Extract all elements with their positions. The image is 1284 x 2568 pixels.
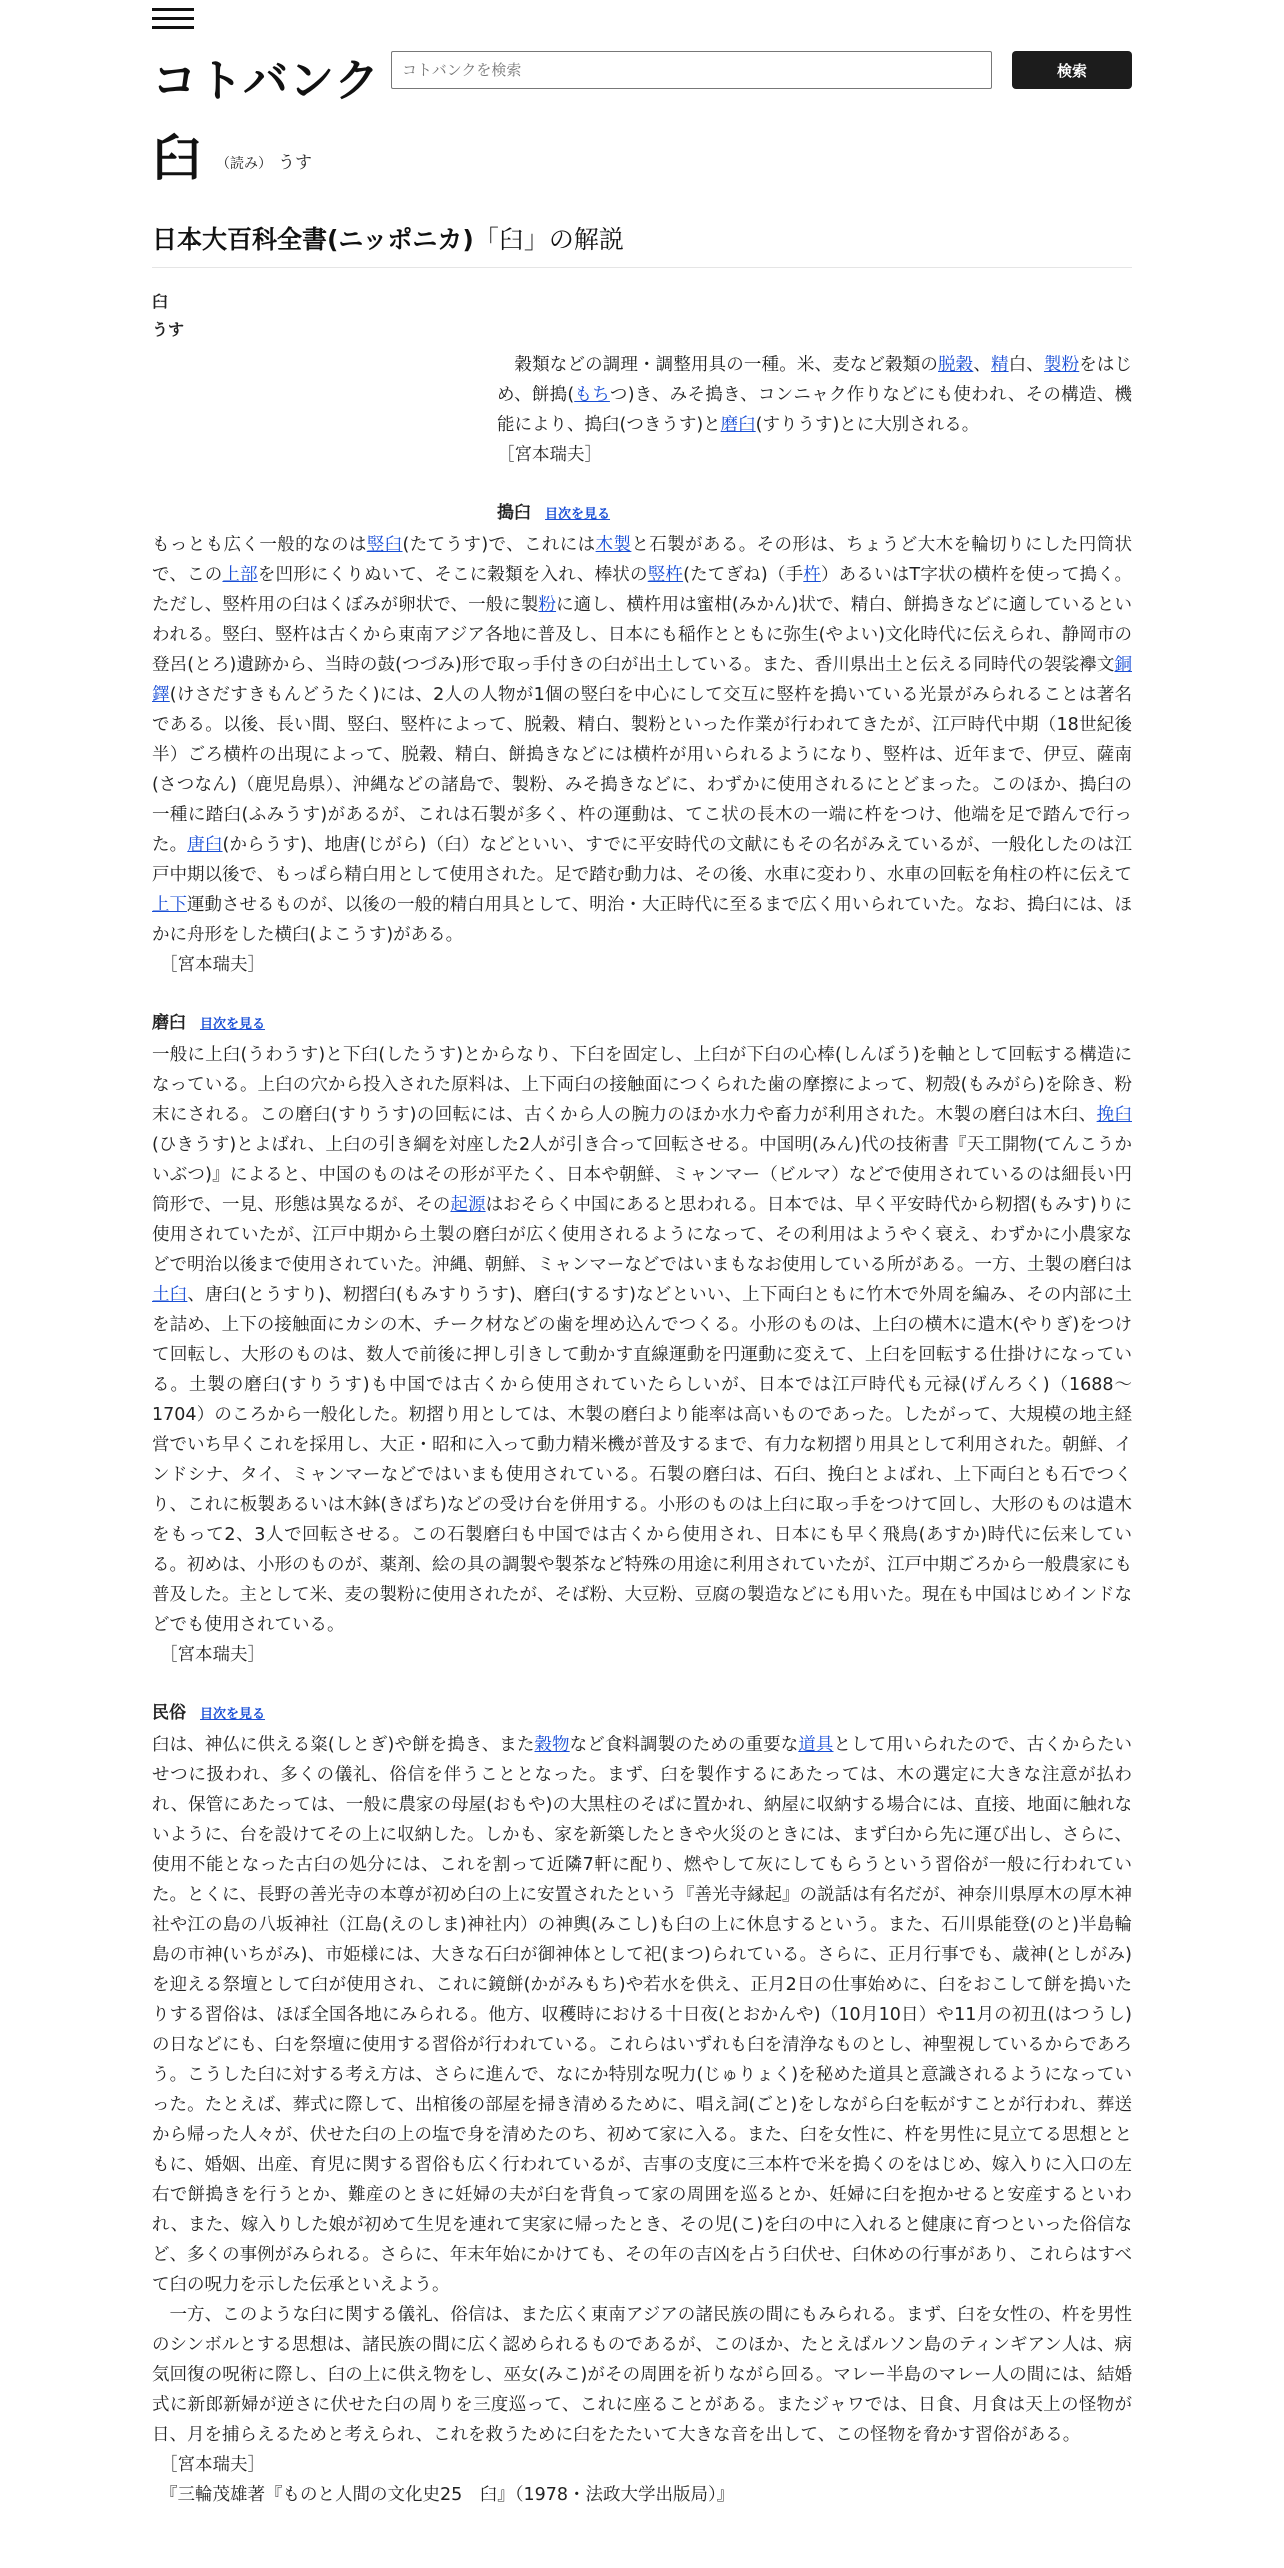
search-button[interactable]: 検索 [1012, 51, 1132, 89]
page-title: 臼 [152, 128, 202, 187]
section-heading: 日本大百科全書(ニッポニカ)「臼」の解説 [152, 225, 624, 254]
title-reading: （読み） うす [216, 153, 312, 173]
article-body: 穀類などの調理・調整用具の一種。米、麦など穀類の脱穀、精白、製粉をはじめ、餅搗(もちつ)き、みそ搗き、コンニャク作りなどにも使われ、その構造、機能により、搗臼(つきうす)と磨臼(すりうす)とに大別される。 ［宮本瑞夫］ 搗臼 目次を見る もっとも広く一般的なのは竪臼(たてうす)で、これには木製と石製がある。その形は、ちょうど大木を輪切りにした円筒状で、この上部を凹形にくりぬいて、そこに穀類を入れ、棒状の竪杵(たてぎね)（手杵）あるいはT字状の横杵を使って搗く。ただし、竪杵用の臼はくぼみが卵状で、一般に製粉に適し、横杵用は蜜柑(みかん)状で、精白、餅搗きなどに適しているといわれる。竪臼、竪杵は古くから東南アジア各地に普及し、日本にも稲作とともに弥生(やよい)文化時代に伝えられ、静岡市の登呂(とろ)遺跡から、当時の鼓(つづみ)形で取っ手付きの臼が出土している。また、香川県出土と伝える同時代の袈裟襷文銅鐸(けさだすきもんどうたく)には、2人の人物が1個の竪臼を中心にして交互に竪杵を搗いている光景がみられることは著名である。以後、長い間、竪臼、竪杵によって、脱穀、精白、製粉といった作業が行われてきたが、江戸時代中期（18世紀後半）ごろ横杵の出現によって、脱穀、精白、餅搗きなどには横杵が用いられるようになり、竪杵は、近年まで、伊豆、薩南(さつなん)（鹿児島県）、沖縄などの諸島で、製粉、みそ搗きなどに、わずかに使用されるにとどまった。このほか、搗臼の一種に踏臼(ふみうす)があるが、これは石製が多く、杵の運動は、てこ状の長木の一端に杵をつけ、他端を足で踏んで行った。唐臼(からうす)、地唐(じがら)（臼）などといい、すでに平安時代の文献にもその名がみえているが、一般化したのは江戸中期以後で、もっぱら精白用として使用された。足で踏む動力は、その後、水車に変わり、水車の回転を角柱の杵に伝えて上下運動させるものが、以後の一般的精白用具として、明治・大正時代に至るまで広く用いられていた。なお、搗臼には、ほかに舟形をした横臼(よこうす)がある。 ［宮本瑞夫］ 磨臼 目次を見る 一般に上臼(うわうす)と下臼(したうす)とからなり、下臼を固定し、上臼が下臼の心棒(しんぼう)を軸として回転する構造になっている。上臼の穴から投入された原料は、上下両臼の接触面につくられた歯の摩擦によって、籾殻(もみがら)を除き、粉末にされる。この磨臼(すりうす)の回転には、古くから人の腕力のほか水力や畜力が利用された。木製の磨臼は木臼、挽臼(ひきうす)とよばれ、上臼の引き綱を対座した2人が引き合って回転させる。中国明(みん)代の技術書『天工開物(てんこうかいぶつ)』によると、中国のものはその形が平たく、日本や朝鮮、ミャンマー（ビルマ）などで使用されているのは細長い円筒形で、一見、形態は異なるが、その起源はおそらく中国にあると思われる。日本では、早く平安時代から籾摺(もみす)りに使用されていたが、江戸中期から土製の磨臼が広く使用されるようになって、その利用はようやく衰え、わずかに小農家などで明治以後まで使用されていた。沖縄、朝鮮、ミャンマーなどではいまもなお使用している所がある。一方、土製の磨臼は土臼、唐臼(とうすり)、籾摺臼(もみすりうす)、磨臼(するす)などといい、上下両臼ともに竹木で外周を編み、その内部に土を詰め、上下の接触面にカシの木、チーク材などの歯を埋め込んでつくる。小形のものは、上臼の横木に遣木(やりぎ)をつけて回転し、大形のものは、数人で前後に押し引きして動かす直線運動を円運動に変えて、上臼を回転する仕掛けになっている。土製の磨臼(すりうす)も中国では古くから使用されていたらしいが、日本では江戸時代も元禄(げんろく)（1688～1704）のころから一般化した。籾摺り用としては、木製の磨臼より能率は高いものであった。したがって、大規模の地主経営でいち早くこれを採用し、大正・昭和に入って動力精米機が普及するまで、有力な籾摺り用具として利用された。朝鮮、インドシナ、タイ、ミャンマーなどではいまも使用されている。石製の磨臼は、石臼、挽臼とよばれ、上下両臼とも石でつくり、これに板製あるいは木鉢(きばち)などの受け台を併用する。小形のものは上臼に取っ手をつけて回し、大形のものは遣木をもって2、3人で回転させる。この石製磨臼も中国では古くから使用され、日本にも早く飛鳥(あすか)時代に伝来している。初めは、小形のものが、薬剤、絵の具の調製や製茶など特殊の用途に利用されていたが、江戸中期ごろから一般農家にも普及した。主として米、麦の製粉に使用されたが、そば粉、大豆粉、豆腐の製造などにも用いた。現在も中国はじめインドなどでも使用されている。 ［宮本瑞夫］ 民俗 目次を見る 臼は、神仏に供える粢(しとぎ)や餅を搗き、また穀物など食料調製のための重要な道具として用いられたので、古くからたいせつに扱われ、多くの儀礼、俗信を伴うこととなった。まず、臼を製作するにあたっては、木の選定に大きな注意が払われ、保管にあたっては、一般に農家の母屋(おもや)の大黒柱のそばに置かれ、納屋に収納する場合には、直接、地面に触れないように、台を設けてその上に収納した。しかも、家を新築したときや火災のときには、まず臼から先に運び出し、さらに、使用不能となった古臼の処分には、これを割って近隣7軒に配り、燃やして灰にしてもらうという習俗が一般に行われていた。とくに、長野の善光寺の本尊が初め臼の上に安置されたという『善光寺縁起』の説話は有名だが、神奈川県厚木の厚木神社や江の島の八坂神社（江島(えのしま)神社内）の神輿(みこし)も臼の上に休息するという。また、石川県能登(のと)半島輪島の市神(いちがみ)、市姫様には、大きな石臼が御神体として祀(まつ)られている。さらに、正月行事でも、歳神(としがみ)を迎える祭壇として臼が使用され、これに鏡餅(かがみもち)や若水を供え、正月2日の仕事始めに、臼をおこして餅を搗いたりする習俗は、ほぼ全国各地にみられる。他方、収穫時における十日夜(とおかんや)（10月10日）や11月の初丑(はつうし)の日などにも、臼を祭壇に使用する習俗が行われている。これらはいずれも臼を清浄なものとし、神聖視しているからであろう。こうした臼に対する考え方は、さらに進んで、なにか特別な呪力(じゅりょく)を秘めた道具と意識されるようになっていった。たとえば、葬式に際して、出棺後の部屋を掃き清めるために、唱え詞(ごと)をしながら臼を転がすことが行われ、葬送から帰った人々が、伏せた臼の上の塩で身を清めたのち、初めて家に入る。また、臼を女性に、杵を男性に見立てる思想とともに、婚姻、出産、育児に関する習俗も広く行われているが、吉事の支度に三本杵で米を搗くのをはじめ、嫁入りに入口の左右で餅搗きを行うとか、難産のときに妊婦の夫が臼を背負って家の周囲を巡るとか、妊婦に臼を抱かせると安産するといわれ、また、嫁入りした娘が初めて生児を連れて実家に帰ったとき、その児(こ)を臼の中に入れると健康に育つといった俗信など、多くの事例がみられる。さらに、年末年始にかけても、その年の吉凶を占う臼伏せ、臼休めの行事があり、これらはすべて臼の呪力を示した伝承といえよう。 一方、このような臼に関する儀礼、俗信は、また広く東南アジアの諸民族の間にもみられる。まず、臼を女性の、杵を男性のシンボルとする思想は、諸民族の間に広く認められるものであるが、このほか、たとえばルソン島のティンギアン人は、病気回復の呪術に際し、臼の上に供え物をし、巫女(みこ)がその周囲を祈りながら回る。マレー半島のマレー人の間には、結婚式に新郎新婦が逆さに伏せた臼の周りを三度巡って、これに座ることがある。またジャワでは、日食、月食は天上の怪物が日、月を捕らえるためと考えられ、これを救うために臼をたたいて大きな音を出して、この怪物を脅かす習俗がある。 ［宮本瑞夫］ 『三輪茂雄著『ものと人間の文化史25 臼』（1978・法政大学出版局）』 [152, 355, 1133, 2505]
divider [152, 267, 1132, 268]
entry-term: 臼 うす [152, 292, 185, 339]
toc-link[interactable]: 目次を見る [200, 1707, 266, 1722]
menu-icon[interactable] [152, 8, 194, 30]
toc-link[interactable]: 目次を見る [545, 507, 611, 522]
toc-link[interactable]: 目次を見る [200, 1017, 266, 1032]
site-logo[interactable]: コトバンク [152, 54, 381, 107]
search-input[interactable] [391, 51, 992, 89]
